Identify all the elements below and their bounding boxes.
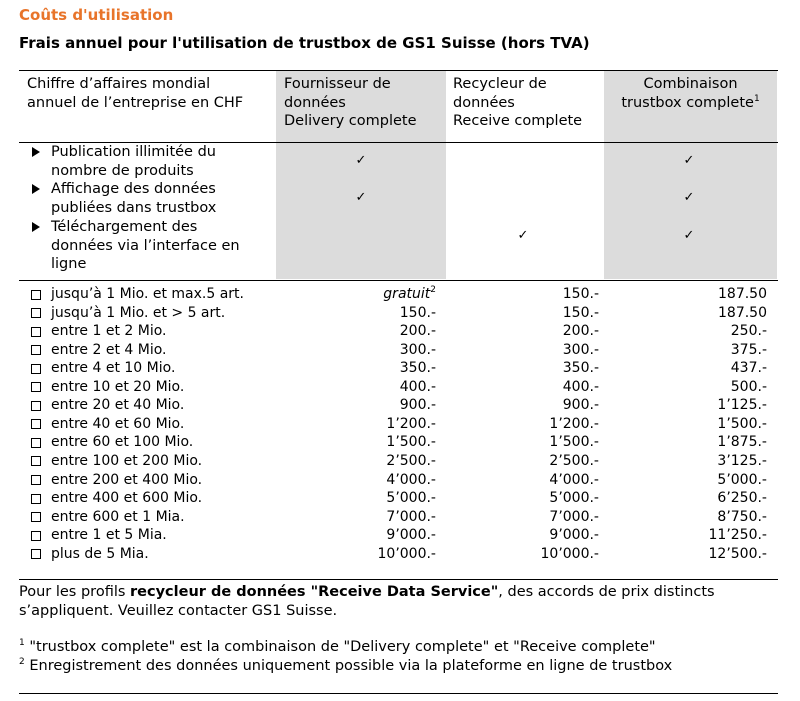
header-fournisseur-line: données xyxy=(284,94,346,111)
price-row xyxy=(19,415,778,433)
price-recycleur: 10’000.- xyxy=(540,545,599,562)
price-fournisseur: 9’000.- xyxy=(386,527,436,544)
price-combinaison: 1’125.- xyxy=(717,397,767,414)
price-row xyxy=(19,526,778,544)
feature-label-line: Téléchargement des xyxy=(51,219,198,235)
price-fournisseur: 1’500.- xyxy=(386,434,436,451)
bullet-triangle-icon xyxy=(32,184,40,194)
checkmark-icon: ✓ xyxy=(683,228,695,243)
checkbox-square-icon xyxy=(31,494,41,504)
header-recycleur xyxy=(453,75,582,131)
footnote-number: 1 xyxy=(19,638,25,648)
feature-label xyxy=(51,143,272,180)
checkbox-square-icon xyxy=(31,345,41,355)
price-recycleur: 1’500.- xyxy=(549,434,599,451)
bullet-triangle-icon xyxy=(32,222,40,232)
price-recycleur: 7’000.- xyxy=(549,508,599,525)
price-combinaison: 6’250.- xyxy=(717,490,767,507)
price-recycleur: 400.- xyxy=(562,378,599,395)
revenue-range: entre 10 et 20 Mio. xyxy=(51,378,185,395)
footnote-ref-2: 2 xyxy=(430,285,436,295)
price-row xyxy=(19,545,778,563)
price-combinaison: 500.- xyxy=(730,378,767,395)
checkbox-square-icon xyxy=(31,531,41,541)
footnote-2 xyxy=(19,657,672,676)
header-combinaison-line xyxy=(604,94,777,113)
footnote-number: 2 xyxy=(19,657,25,667)
revenue-range: entre 40 et 60 Mio. xyxy=(51,415,185,432)
feature-label-line: données via l’interface en xyxy=(51,237,240,254)
section-heading: Coûts d'utilisation xyxy=(19,6,174,24)
revenue-range: jusqu’à 1 Mio. et > 5 art. xyxy=(51,304,226,321)
revenue-range: entre 400 et 600 Mio. xyxy=(51,490,203,507)
footnote-ref-1: 1 xyxy=(753,93,760,104)
price-fournisseur: 7’000.- xyxy=(386,508,436,525)
checkbox-square-icon xyxy=(31,438,41,448)
checkmark-icon: ✓ xyxy=(355,190,367,205)
note-emphasis: recycleur de données "Receive Data Service" xyxy=(130,584,499,600)
price-combinaison: 375.- xyxy=(730,341,767,358)
revenue-range: entre 1 et 5 Mia. xyxy=(51,527,167,544)
feature-label xyxy=(51,218,272,274)
price-combinaison: 437.- xyxy=(730,360,767,377)
price-recycleur: 9’000.- xyxy=(549,527,599,544)
price-fournisseur: 10’000.- xyxy=(377,545,436,562)
checkmark-icon: ✓ xyxy=(683,190,695,205)
price-combinaison: 12’500.- xyxy=(708,545,767,562)
checkbox-square-icon xyxy=(31,401,41,411)
price-recycleur: 300.- xyxy=(562,341,599,358)
price-fournisseur: 350.- xyxy=(399,360,436,377)
price-recycleur: 150.- xyxy=(562,304,599,321)
header-recycleur-line: données xyxy=(453,94,515,111)
price-row xyxy=(19,396,778,414)
price-fournisseur xyxy=(286,285,436,303)
header-revenue xyxy=(27,75,243,112)
price-combinaison: 8’750.- xyxy=(717,508,767,525)
price-fournisseur: 1’200.- xyxy=(386,415,436,432)
checkmark-icon: ✓ xyxy=(355,153,367,168)
checkbox-square-icon xyxy=(31,475,41,485)
feature-item xyxy=(32,143,272,180)
price-recycleur: 350.- xyxy=(562,360,599,377)
price-fournisseur: 400.- xyxy=(399,378,436,395)
footnote-1 xyxy=(19,638,656,657)
rule-bottom xyxy=(19,693,778,694)
header-revenue-line: Chiffre d’affaires mondial xyxy=(27,76,211,92)
price-row xyxy=(19,322,778,340)
feature-label-line: nombre de produits xyxy=(51,162,194,179)
bullet-triangle-icon xyxy=(32,147,40,157)
feature-label-line: ligne xyxy=(51,256,87,272)
note-line xyxy=(19,583,778,602)
receive-data-service-note xyxy=(19,583,778,620)
header-combinaison xyxy=(604,75,777,112)
checkbox-square-icon xyxy=(31,549,41,559)
checkbox-square-icon xyxy=(31,456,41,466)
price-fournisseur: 4’000.- xyxy=(386,471,436,488)
price-row xyxy=(19,452,778,470)
price-recycleur: 5’000.- xyxy=(549,490,599,507)
checkbox-square-icon xyxy=(31,290,41,300)
rule-top xyxy=(19,70,778,71)
pricing-table xyxy=(19,70,778,701)
price-combinaison: 1’875.- xyxy=(717,434,767,451)
revenue-range: entre 2 et 4 Mio. xyxy=(51,341,167,358)
revenue-range: entre 200 et 400 Mio. xyxy=(51,471,203,488)
price-value: gratuit xyxy=(383,286,431,302)
price-combinaison: 5’000.- xyxy=(717,471,767,488)
feature-label-line: Publication illimitée du xyxy=(51,144,216,160)
price-row xyxy=(19,341,778,359)
revenue-range: entre 60 et 100 Mio. xyxy=(51,434,194,451)
revenue-range: entre 20 et 40 Mio. xyxy=(51,397,185,414)
header-fournisseur xyxy=(284,75,417,131)
price-fournisseur: 900.- xyxy=(399,397,436,414)
price-row xyxy=(19,378,778,396)
footnote-text: Enregistrement des données uniquement possible via la plateforme en ligne de trustbox xyxy=(24,658,673,674)
price-combinaison: 1’500.- xyxy=(717,415,767,432)
revenue-range: entre 1 et 2 Mio. xyxy=(51,323,167,340)
checkbox-square-icon xyxy=(31,327,41,337)
header-fournisseur-line: Fournisseur de xyxy=(284,76,391,92)
price-recycleur: 200.- xyxy=(562,323,599,340)
price-row xyxy=(19,489,778,507)
header-recycleur-line: Receive complete xyxy=(453,113,583,129)
price-recycleur: 2’500.- xyxy=(549,452,599,469)
price-row xyxy=(19,433,778,451)
price-row xyxy=(19,285,778,303)
price-row xyxy=(19,304,778,322)
checkmark-icon: ✓ xyxy=(683,153,695,168)
price-combinaison: 11’250.- xyxy=(708,527,767,544)
header-combinaison-line: Combinaison xyxy=(643,76,738,92)
header-fournisseur-line: Delivery complete xyxy=(284,113,417,129)
checkbox-square-icon xyxy=(31,382,41,392)
feature-item xyxy=(32,218,272,274)
price-combinaison: 187.50 xyxy=(718,286,767,302)
price-row xyxy=(19,508,778,526)
revenue-range: entre 100 et 200 Mio. xyxy=(51,452,203,469)
price-fournisseur: 5’000.- xyxy=(386,490,436,507)
price-combinaison: 3’125.- xyxy=(717,452,767,469)
price-fournisseur: 150.- xyxy=(399,304,436,321)
checkbox-square-icon xyxy=(31,419,41,429)
note-line: s’appliquent. Veuillez contacter GS1 Suisse. xyxy=(19,602,338,619)
rule-under-features xyxy=(19,280,778,281)
rule-under-prices xyxy=(19,579,778,580)
price-row xyxy=(19,471,778,489)
price-fournisseur: 2’500.- xyxy=(386,452,436,469)
header-revenue-line: annuel de l’entreprise en CHF xyxy=(27,94,244,111)
price-fournisseur: 200.- xyxy=(399,323,436,340)
checkmark-icon: ✓ xyxy=(517,228,529,243)
price-recycleur: 1’200.- xyxy=(549,415,599,432)
header-recycleur-line: Recycleur de xyxy=(453,76,547,92)
price-recycleur: 4’000.- xyxy=(549,471,599,488)
revenue-range: entre 600 et 1 Mia. xyxy=(51,508,185,525)
checkbox-square-icon xyxy=(31,512,41,522)
price-row xyxy=(19,359,778,377)
note-text: Pour les profils xyxy=(19,584,131,600)
revenue-range: plus de 5 Mia. xyxy=(51,545,149,562)
price-combinaison: 250.- xyxy=(730,323,767,340)
price-combinaison: 187.50 xyxy=(718,304,767,321)
feature-label xyxy=(51,180,272,217)
checkbox-square-icon xyxy=(31,308,41,318)
price-recycleur: 900.- xyxy=(562,397,599,414)
table-title: Frais annuel pour l'utilisation de trustbox de GS1 Suisse (hors TVA) xyxy=(19,34,590,52)
revenue-range: entre 4 et 10 Mio. xyxy=(51,360,176,377)
price-fournisseur: 300.- xyxy=(399,341,436,358)
price-recycleur: 150.- xyxy=(562,286,599,302)
footnote-text: "trustbox complete" est la combinaison de "Delivery complete" et "Receive complete" xyxy=(24,639,656,655)
checkbox-square-icon xyxy=(31,364,41,374)
feature-label-line: publiées dans trustbox xyxy=(51,199,217,216)
revenue-range: jusqu’à 1 Mio. et max.5 art. xyxy=(51,286,244,302)
header-combinaison-text: trustbox complete xyxy=(621,94,754,111)
feature-label-line: Affichage des données xyxy=(51,181,216,197)
feature-item xyxy=(32,180,272,217)
note-text: , des accords de prix distincts xyxy=(498,584,715,600)
